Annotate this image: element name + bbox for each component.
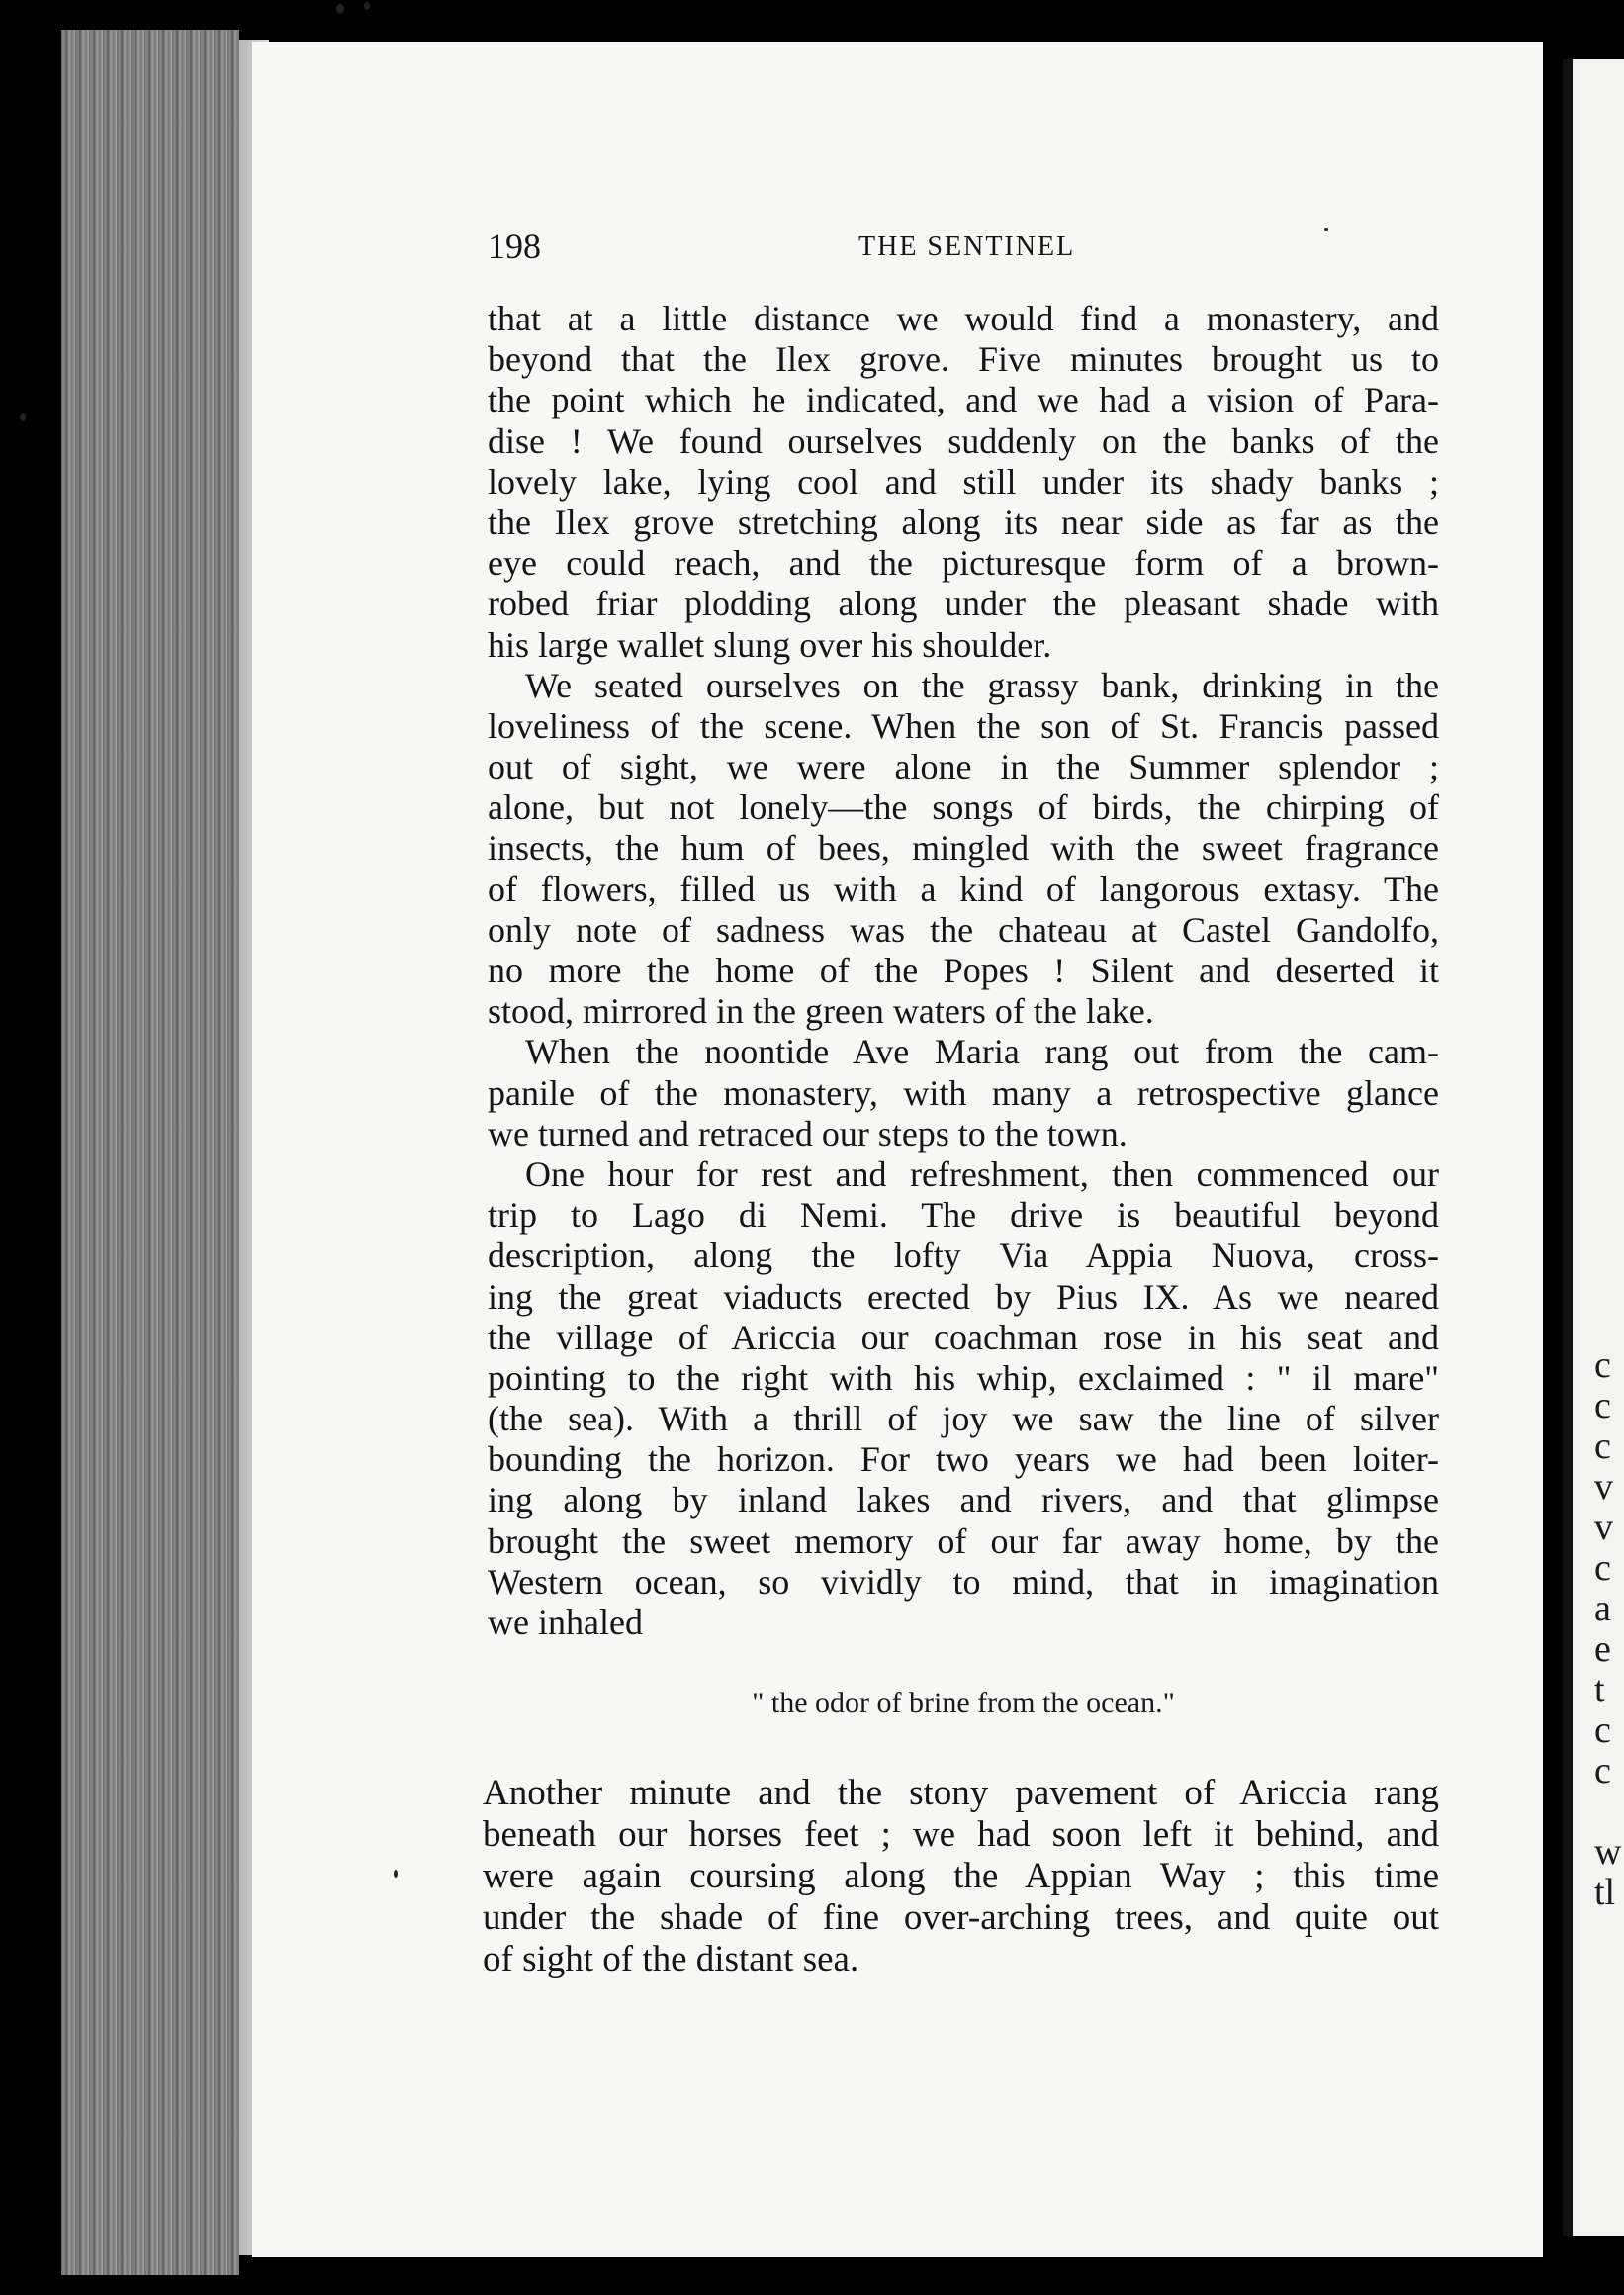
text-line: description, along the lofty Via Appia Nuova, cross- — [488, 1236, 1439, 1276]
facing-page-letter: c — [1594, 1425, 1611, 1467]
text-line: his large wallet slung over his shoulder. — [488, 624, 1052, 665]
speck — [336, 4, 344, 14]
text-line: we turned and retraced our steps to the town. — [488, 1113, 1128, 1153]
facing-page-letter: e — [1594, 1628, 1611, 1670]
text-line: the village of Ariccia our coachman rose in his seat and — [488, 1317, 1439, 1357]
running-head — [488, 226, 1439, 275]
text-line: the point which he indicated, and we had a vision of Para- — [488, 380, 1439, 420]
text-line: ing along by inland lakes and rivers, and that glimpse — [488, 1480, 1439, 1520]
text-line: trip to Lago di Nemi. The drive is beautiful beyond — [488, 1195, 1439, 1236]
text-line: Western ocean, so vividly to mind, that in imagination — [488, 1561, 1439, 1602]
text-line: brought the sweet memory of our far away home, by the — [488, 1520, 1439, 1561]
facing-page-letter: tl — [1594, 1872, 1616, 1913]
text-line: were again coursing along the Appian Way ; this time — [483, 1856, 1439, 1896]
text-line: panile of the monastery, with many a retrospective glance — [488, 1072, 1439, 1113]
facing-page-letter: w — [1594, 1831, 1622, 1873]
facing-page-letter: c — [1594, 1709, 1611, 1751]
text-line: of sight of the distant sea. — [483, 1939, 859, 1979]
text-line: lovely lake, lying cool and still under its shady banks ; — [488, 461, 1439, 502]
text-line: dise ! We found ourselves suddenly on the banks of the — [488, 420, 1439, 461]
facing-page-letter: c — [1594, 1344, 1611, 1386]
paragraph — [488, 666, 1439, 1033]
text-line: loveliness of the scene. When the son of St. Francis passed — [488, 705, 1439, 746]
text-line: we inhaled — [488, 1603, 643, 1642]
speck — [1324, 228, 1328, 231]
speck — [364, 2, 370, 10]
text-line: insects, the hum of bees, mingled with the sweet fragrance — [488, 828, 1439, 869]
running-title: THE SENTINEL — [858, 231, 1076, 262]
facing-page-letter — [1594, 1791, 1614, 1832]
text-line: the Ilex grove stretching along its near side as far as the — [488, 502, 1439, 542]
text-line: bounding the horizon. For two years we had been loiter- — [488, 1439, 1439, 1480]
page-number: 198 — [488, 227, 541, 266]
text-line: robed friar plodding along under the pleasant shade with — [488, 584, 1439, 624]
facing-page-letter: c — [1594, 1385, 1611, 1426]
closing-paragraph — [483, 1773, 1439, 1980]
text-line: (the sea). With a thrill of joy we saw the line of silver — [488, 1399, 1439, 1439]
text-line: beneath our horses feet ; we had soon left it behind, and — [483, 1814, 1439, 1855]
text-line: beyond that the Ilex grove. Five minutes brought us to — [488, 339, 1439, 380]
text-line: under the shade of fine over-arching trees, and quite out — [483, 1897, 1439, 1938]
paragraph — [488, 299, 1439, 666]
text-line: no more the home of the Popes ! Silent and deserted it — [488, 951, 1439, 990]
text-line: out of sight, we were alone in the Summer splendor ; — [488, 747, 1439, 787]
facing-page-fragments — [1594, 1344, 1622, 1913]
text-line: One hour for rest and refreshment, then commenced our — [525, 1153, 1439, 1194]
text-line: When the noontide Ave Maria rang out from the cam- — [525, 1032, 1439, 1072]
page-stack-edge — [61, 30, 239, 2275]
speck — [20, 413, 26, 421]
paragraph — [488, 1032, 1439, 1154]
text-line: stood, mirrored in the green waters of the lake. — [488, 991, 1154, 1032]
text-line: eye could reach, and the picturesque form of a brown- — [488, 543, 1439, 584]
body-text — [488, 299, 1439, 1643]
text-line: pointing to the right with his whip, exclaimed : " il mare" — [488, 1357, 1439, 1398]
text-line: only note of sadness was the chateau at Castel Gandolfo, — [488, 909, 1439, 950]
paragraph — [488, 1154, 1439, 1643]
text-line: We seated ourselves on the grassy bank, drinking in the — [525, 665, 1439, 705]
text-line: Another minute and the stony pavement of Ariccia rang — [483, 1773, 1439, 1813]
facing-page-letter: v — [1594, 1466, 1613, 1508]
text-line: alone, but not lonely—the songs of birds, the chirping of — [488, 787, 1439, 828]
facing-page-letter: c — [1594, 1547, 1611, 1589]
facing-page-letter: a — [1594, 1588, 1611, 1629]
facing-page-letter: c — [1594, 1750, 1611, 1791]
text-line: ing the great viaducts erected by Pius IX. As we neared — [488, 1276, 1439, 1317]
speck — [394, 1870, 398, 1878]
facing-page-letter: t — [1594, 1669, 1605, 1710]
text-line: that at a little distance we would find a monastery, and — [488, 299, 1439, 338]
block-quote: " the odor of brine from the ocean." — [752, 1687, 1175, 1719]
facing-page-letter: v — [1594, 1507, 1613, 1548]
text-line: of flowers, filled us with a kind of langorous extasy. The — [488, 869, 1439, 909]
